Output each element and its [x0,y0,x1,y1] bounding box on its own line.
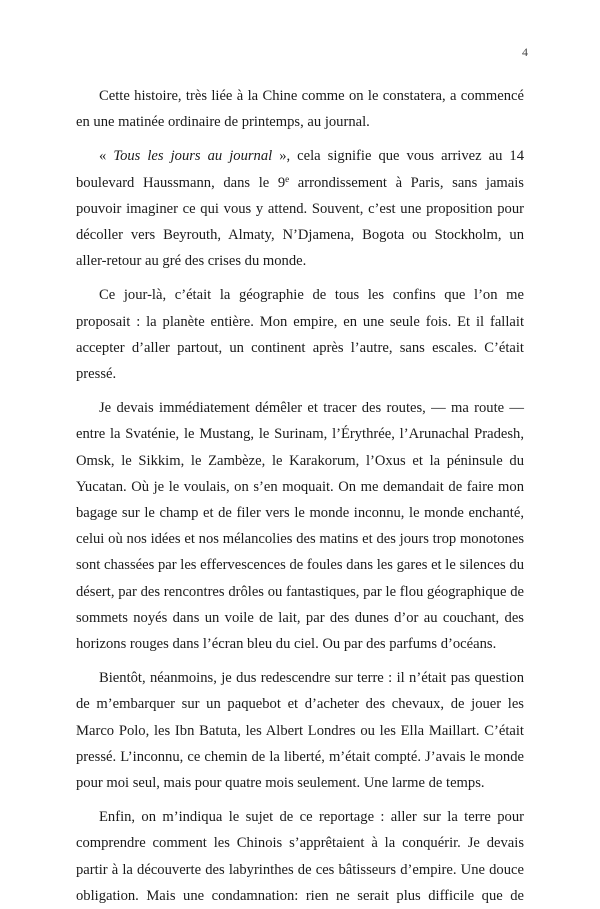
paragraph-4: Je devais immédiatement démêler et tracer des routes, — ma route — entre la Svaténie, le Mustang, le Surinam, l’Érythrée, l’Arunachal Pradesh, Omsk, le Sikkim, le Zambèze, le Karakorum, l’Oxus et la péninsule du Yucatan. Où je le voulais, on s’en moquait. On me demandait de faire mon bagage sur le champ et de filer vers le monde inconnu, le monde enchanté, celui où nos idées et nos mélancolies des matins et des jours trop monotones sont chassées par les effervescences de foules dans les gares et le silences du désert, par des rencontres drôles ou fantastiques, par le flou géographique de sommets noyés dans un voile de lait, par des dunes d’or au couchant, des horizons rouges dans l’écran bleu du ciel. Ou par des parfums d’océans. [76,400,524,653]
paragraph-5: Bientôt, néanmoins, je dus redescendre sur terre : il n’était pas question de m’embarquer sur un paquebot et d’acheter des chevaux, de jouer les Marco Polo, les Ibn Batuta, les Albert Londres ou les Ella Maillart. C’était pressé. L’inconnu, ce chemin de la liberté, m’était compté. J’avais le monde pour moi seul, mais pour quatre mois seulement. Une larme de temps. [76,670,524,792]
paragraph-3: Ce jour-là, c’était la géographie de tous les confins que l’on me proposait : la planète entière. Mon empire, en une seule fois. Et il fallait accepter d’aller partout, un continent après l’autre, sans escales. C’était pressé. [76,287,524,383]
body-text [76,83,524,909]
paragraph-2-text-end: arrondissement à Paris, sans jamais pouvoir imaginer ce qui vous y attend. Souvent, c’est une proposition pour décoller vers Beyrouth, Almaty, N’Djamena, Bogota ou Stockholm, un aller-retour au gré des crises du monde. [76,174,524,270]
paragraph-6: Enfin, on m’indiqua le sujet de ce reportage : aller sur la terre pour comprendre comment les Chinois s’apprêtaient à la conquérir. Je devais partir à la découverte des labyrinthes de ces bâtisseurs d’empire. Une douce obligation. Mais une condamnation: rien ne serait plus difficile que de [76,809,524,904]
paragraph-2 [76,143,524,274]
newspaper-slogan: Tous les jours au journal [113,148,273,165]
ordinal-superscript: e [285,173,290,184]
paragraph-2-text: », cela signifie que vous arrivez au 14 boulevard Haussmann, dans le 9 [76,148,525,191]
page-number: 4 [522,45,528,59]
paragraph-1: Cette histoire, très liée à la Chine comme on le constatera, a commencé en une matinée ordinaire de printemps, au journal. [76,88,524,131]
quote-open: « [99,148,114,165]
